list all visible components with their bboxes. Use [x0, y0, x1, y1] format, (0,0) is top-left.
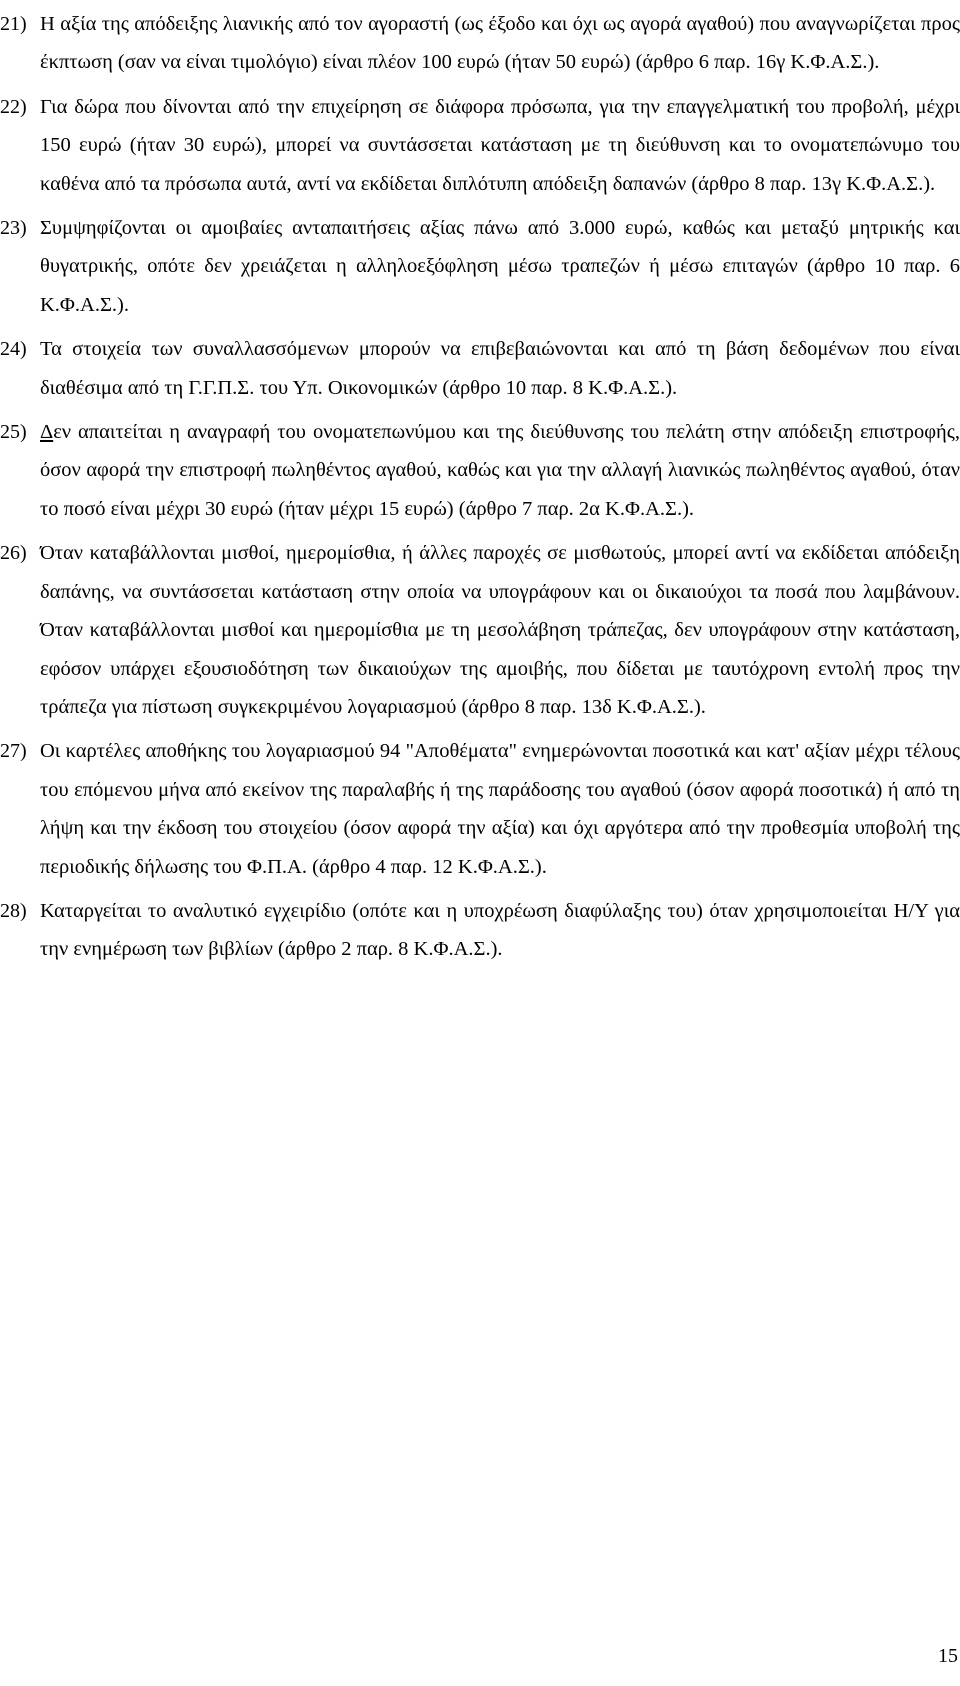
list-item-23	[0, 209, 960, 324]
item-text: Για δώρα που δίνονται από την επιχείρηση σε διάφορα πρόσωπα, για την επαγγελματική του προβολή, μέχρι 150 ευρώ (ήταν 30 ευρώ), μπορεί να συντάσσεται κατάσταση με τη διεύθυνση και το ονοματεπώνυμο του καθένα από τα πρόσωπα αυτά, αντί να εκδίδεται διπλότυπη απόδειξη δαπανών (άρθρο 8 παρ. 13γ Κ.Φ.Α.Σ.).	[40, 95, 960, 195]
item-number: 24)	[0, 338, 27, 361]
item-number: 22)	[0, 95, 27, 118]
list-item-22	[0, 88, 960, 203]
item-number: 28)	[0, 899, 27, 922]
item-number: 23)	[0, 217, 27, 240]
underlined-letter: Δ	[40, 421, 54, 444]
item-text: Καταργείται το αναλυτικό εγχειρίδιο (οπότε και η υποχρέωση διαφύλαξης του) όταν χρησιμοποιείται Η/Υ για την ενημέρωση των βιβλίων (άρθρο 2 παρ. 8 Κ.Φ.Α.Σ.).	[40, 899, 960, 961]
item-text: Τα στοιχεία των συναλλασσόμενων μπορούν να επιβεβαιώνονται και από τη βάση δεδομένων που είναι διαθέσιμα από τη Γ.Γ.Π.Σ. του Υπ. Οικονομικών (άρθρο 10 παρ. 8 Κ.Φ.Α.Σ.).	[40, 338, 960, 399]
list-item-21	[0, 5, 960, 82]
item-text: Η αξία της απόδειξης λιανικής από τον αγοραστή (ως έξοδο και όχι ως αγορά αγαθού) που αναγνωρίζεται προς έκπτωση (σαν να είναι τιμολόγιο) είναι πλέον 100 ευρώ (ήταν 50 ευρώ) (άρθρο 6 παρ. 16γ Κ.Φ.Α.Σ.).	[40, 13, 960, 74]
item-number: 25)	[0, 421, 27, 444]
item-text	[40, 413, 960, 528]
list-item-27	[0, 732, 960, 886]
list-item-24	[0, 330, 960, 407]
item-text-rest: εν απαιτείται η αναγραφή του ονοματεπωνύμου και της διεύθυνσης του πελάτη στην απόδειξη επιστροφής, όσον αφορά την επιστροφή πωληθέντος αγαθού, καθώς και για την αλλαγή λιανικώς πωληθέντος αγαθού, όταν το ποσό είναι μέχρι 30 ευρώ (ήταν μέχρι 15 ευρώ) (άρθρο 7 παρ. 2α Κ.Φ.Α.Σ.).	[40, 421, 960, 520]
page-number: 15	[938, 1645, 958, 1667]
list-item-26	[0, 534, 960, 726]
list-item-25	[0, 413, 960, 528]
numbered-list	[0, 5, 960, 969]
item-number: 27)	[0, 740, 27, 763]
item-text: Συμψηφίζονται οι αμοιβαίες ανταπαιτήσεις αξίας πάνω από 3.000 ευρώ, καθώς και μεταξύ μητρικής και θυγατρικής, οπότε δεν χρειάζεται η αλληλοεξόφληση μέσω τραπεζών ή μέσω επιταγών (άρθρο 10 παρ. 6 Κ.Φ.Α.Σ.).	[40, 217, 960, 316]
item-text: Οι καρτέλες αποθήκης του λογαριασμού 94 "Αποθέματα" ενημερώνονται ποσοτικά και κατ' αξίαν μέχρι τέλους του επόμενου μήνα από εκείνον της παραλαβής ή της παράδοσης του αγαθού (όσον αφορά ποσοτικά) ή από τη λήψη και την έκδοση του στοιχείου (όσον αφορά την αξία) και όχι αργότερα από την προθεσμία υποβολή της περιοδικής δήλωσης του Φ.Π.Α. (άρθρο 4 παρ. 12 Κ.Φ.Α.Σ.).	[40, 740, 960, 878]
item-text: Όταν καταβάλλονται μισθοί, ημερομίσθια, ή άλλες παροχές σε μισθωτούς, μπορεί αντί να εκδίδεται απόδειξη δαπάνης, να συντάσσεται κατάσταση στην οποία να υπογράφουν και οι δικαιούχοι τα ποσά που λαμβάνουν. Όταν καταβάλλονται μισθοί και ημερομίσθια με τη μεσολάβηση τράπεζας, δεν υπογράφουν στην κατάσταση, εφόσον υπάρχει εξουσιοδότηση των δικαιούχων της αμοιβής, που δίδεται με ταυτόχρονη εντολή προς την τράπεζα για πίστωση συγκεκριμένου λογαριασμού (άρθρο 8 παρ. 13δ Κ.Φ.Α.Σ.).	[40, 542, 960, 718]
list-item-28	[0, 892, 960, 969]
item-number: 21)	[0, 13, 27, 35]
item-number: 26)	[0, 542, 27, 565]
